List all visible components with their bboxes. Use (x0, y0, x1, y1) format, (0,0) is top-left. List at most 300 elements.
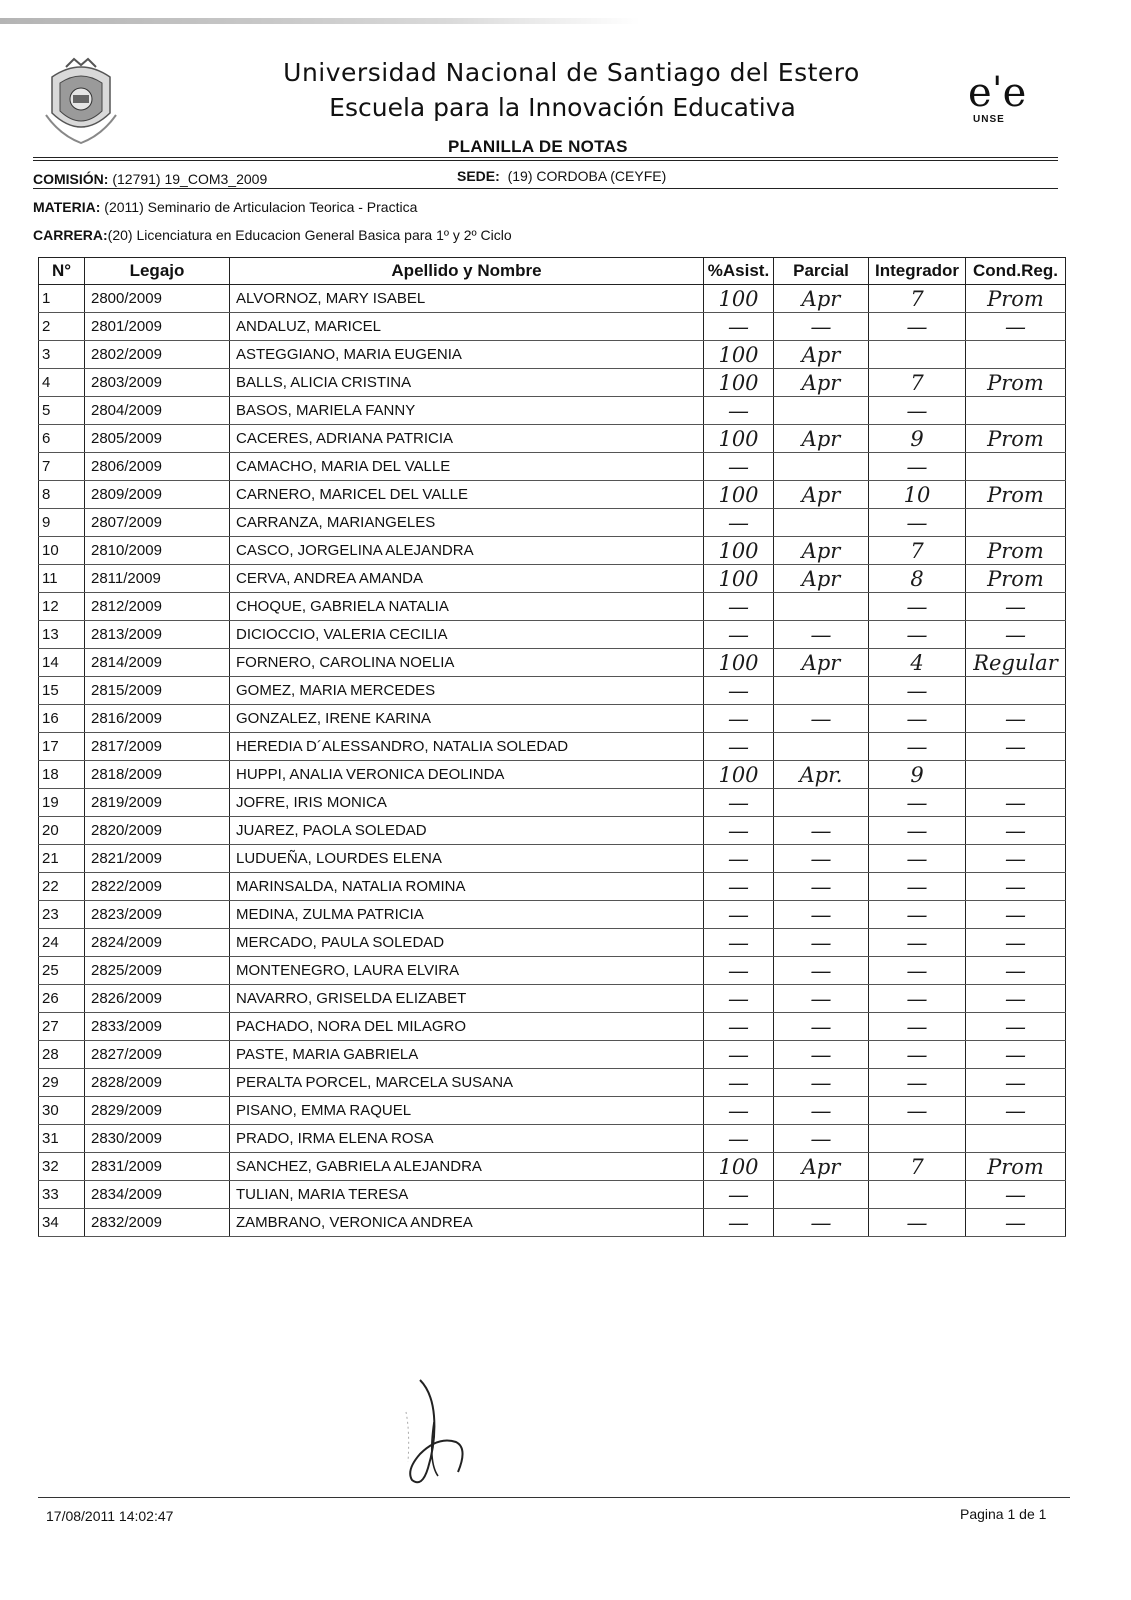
asistencia-cell: 100 (704, 649, 774, 677)
table-row (39, 789, 1066, 817)
row-number: 19 (39, 789, 85, 817)
parcial-cell (774, 397, 869, 425)
table-row (39, 1041, 1066, 1069)
parcial-cell: — (774, 1125, 869, 1153)
row-number: 5 (39, 397, 85, 425)
cond-reg-cell: — (966, 705, 1066, 733)
grades-table (38, 257, 1066, 1237)
legajo-cell: 2814/2009 (85, 649, 230, 677)
nombre-cell: PISANO, EMMA RAQUEL (230, 1097, 704, 1125)
materia-value: (2011) Seminario de Articulacion Teorica - Practica (104, 199, 418, 215)
table-header-row (39, 258, 1066, 285)
nombre-cell: PASTE, MARIA GABRIELA (230, 1041, 704, 1069)
row-number: 6 (39, 425, 85, 453)
asistencia-cell: 100 (704, 1153, 774, 1181)
table-row (39, 1181, 1066, 1209)
parcial-cell: — (774, 313, 869, 341)
asistencia-cell: — (704, 1069, 774, 1097)
carrera-value: (20) Licenciatura en Educacion General Basica para 1º y 2º Ciclo (107, 227, 512, 243)
row-number: 28 (39, 1041, 85, 1069)
cond-reg-cell: Prom (966, 537, 1066, 565)
asistencia-cell: — (704, 873, 774, 901)
parcial-cell: — (774, 901, 869, 929)
legajo-cell: 2817/2009 (85, 733, 230, 761)
integrador-cell: 8 (869, 565, 966, 593)
cond-reg-cell: Prom (966, 369, 1066, 397)
title-divider-2 (33, 160, 1058, 161)
integrador-cell: — (869, 1013, 966, 1041)
table-row (39, 677, 1066, 705)
row-number: 18 (39, 761, 85, 789)
parcial-cell: — (774, 1069, 869, 1097)
integrador-cell: — (869, 621, 966, 649)
asistencia-cell: — (704, 313, 774, 341)
row-number: 26 (39, 985, 85, 1013)
nombre-cell: GONZALEZ, IRENE KARINA (230, 705, 704, 733)
cond-reg-cell (966, 341, 1066, 369)
legajo-cell: 2805/2009 (85, 425, 230, 453)
integrador-cell: — (869, 985, 966, 1013)
nombre-cell: LUDUEÑA, LOURDES ELENA (230, 845, 704, 873)
integrador-cell: — (869, 593, 966, 621)
table-row (39, 817, 1066, 845)
table-row (39, 929, 1066, 957)
row-number: 32 (39, 1153, 85, 1181)
row-number: 25 (39, 957, 85, 985)
nombre-cell: CARNERO, MARICEL DEL VALLE (230, 481, 704, 509)
asistencia-cell: — (704, 509, 774, 537)
cond-reg-cell (966, 761, 1066, 789)
legajo-cell: 2831/2009 (85, 1153, 230, 1181)
col-header-parcial: Parcial (774, 258, 869, 285)
col-header-legajo: Legajo (85, 258, 230, 285)
table-row (39, 313, 1066, 341)
asistencia-cell: — (704, 1041, 774, 1069)
table-row (39, 761, 1066, 789)
materia-label: MATERIA: (33, 199, 101, 215)
integrador-cell: — (869, 509, 966, 537)
sede-label: SEDE: (457, 168, 500, 184)
legajo-cell: 2809/2009 (85, 481, 230, 509)
legajo-cell: 2806/2009 (85, 453, 230, 481)
integrador-cell: — (869, 313, 966, 341)
nombre-cell: MONTENEGRO, LAURA ELVIRA (230, 957, 704, 985)
cond-reg-cell (966, 397, 1066, 425)
meta-divider (33, 188, 1058, 189)
col-header-cond-reg: Cond.Reg. (966, 258, 1066, 285)
table-row (39, 397, 1066, 425)
nombre-cell: CAMACHO, MARIA DEL VALLE (230, 453, 704, 481)
table-row (39, 481, 1066, 509)
parcial-cell: Apr (774, 285, 869, 313)
nombre-cell: SANCHEZ, GABRIELA ALEJANDRA (230, 1153, 704, 1181)
integrador-cell: 7 (869, 369, 966, 397)
comision-label: COMISIÓN: (33, 171, 109, 187)
nombre-cell: GOMEZ, MARIA MERCEDES (230, 677, 704, 705)
cond-reg-cell: — (966, 313, 1066, 341)
col-header-nombre: Apellido y Nombre (230, 258, 704, 285)
cond-reg-cell: — (966, 845, 1066, 873)
asistencia-cell: — (704, 1125, 774, 1153)
table-row (39, 593, 1066, 621)
cond-reg-cell: — (966, 1181, 1066, 1209)
table-row (39, 901, 1066, 929)
carrera-label: CARRERA: (33, 227, 108, 243)
table-row (39, 341, 1066, 369)
nombre-cell: TULIAN, MARIA TERESA (230, 1181, 704, 1209)
cond-reg-cell: — (966, 1097, 1066, 1125)
sede-value: (19) CORDOBA (CEYFE) (507, 168, 667, 184)
cond-reg-cell (966, 677, 1066, 705)
cond-reg-cell: Prom (966, 285, 1066, 313)
nombre-cell: ANDALUZ, MARICEL (230, 313, 704, 341)
cond-reg-cell: Prom (966, 565, 1066, 593)
cond-reg-cell: Prom (966, 1153, 1066, 1181)
nombre-cell: ZAMBRANO, VERONICA ANDREA (230, 1209, 704, 1237)
integrador-cell: — (869, 1097, 966, 1125)
table-row (39, 733, 1066, 761)
parcial-cell: — (774, 1013, 869, 1041)
legajo-cell: 2813/2009 (85, 621, 230, 649)
table-row (39, 285, 1066, 313)
parcial-cell: Apr (774, 1153, 869, 1181)
asistencia-cell: 100 (704, 341, 774, 369)
nombre-cell: CASCO, JORGELINA ALEJANDRA (230, 537, 704, 565)
table-row (39, 369, 1066, 397)
row-number: 22 (39, 873, 85, 901)
legajo-cell: 2834/2009 (85, 1181, 230, 1209)
row-number: 14 (39, 649, 85, 677)
asistencia-cell: — (704, 845, 774, 873)
legajo-cell: 2807/2009 (85, 509, 230, 537)
asistencia-cell: — (704, 453, 774, 481)
integrador-cell: 7 (869, 1153, 966, 1181)
nombre-cell: PACHADO, NORA DEL MILAGRO (230, 1013, 704, 1041)
asistencia-cell: 100 (704, 285, 774, 313)
integrador-cell: — (869, 817, 966, 845)
parcial-cell: — (774, 845, 869, 873)
row-number: 29 (39, 1069, 85, 1097)
table-row (39, 453, 1066, 481)
table-row (39, 873, 1066, 901)
integrador-cell: 9 (869, 425, 966, 453)
integrador-cell: 4 (869, 649, 966, 677)
table-row (39, 1153, 1066, 1181)
parcial-cell: Apr (774, 369, 869, 397)
table-row (39, 1069, 1066, 1097)
row-number: 30 (39, 1097, 85, 1125)
cond-reg-cell: — (966, 1209, 1066, 1237)
nombre-cell: CHOQUE, GABRIELA NATALIA (230, 593, 704, 621)
parcial-cell: — (774, 1041, 869, 1069)
parcial-cell: — (774, 873, 869, 901)
nombre-cell: MARINSALDA, NATALIA ROMINA (230, 873, 704, 901)
integrador-cell (869, 341, 966, 369)
integrador-cell (869, 1125, 966, 1153)
row-number: 9 (39, 509, 85, 537)
parcial-cell: — (774, 985, 869, 1013)
row-number: 2 (39, 313, 85, 341)
parcial-cell (774, 509, 869, 537)
unse-logo (960, 70, 1030, 140)
asistencia-cell: 100 (704, 369, 774, 397)
school-name: Escuela para la Innovación Educativa (329, 93, 796, 122)
university-name: Universidad Nacional de Santiago del Estero (283, 58, 860, 87)
asistencia-cell: 100 (704, 565, 774, 593)
nombre-cell: JUAREZ, PAOLA SOLEDAD (230, 817, 704, 845)
parcial-cell: Apr (774, 341, 869, 369)
legajo-cell: 2824/2009 (85, 929, 230, 957)
cond-reg-cell: — (966, 985, 1066, 1013)
asistencia-cell: — (704, 985, 774, 1013)
parcial-cell: Apr (774, 565, 869, 593)
table-row (39, 1097, 1066, 1125)
comision-field (33, 171, 267, 187)
grades-table-body (39, 285, 1066, 1237)
title-divider (33, 157, 1058, 158)
cond-reg-cell: Prom (966, 425, 1066, 453)
row-number: 24 (39, 929, 85, 957)
integrador-cell (869, 1181, 966, 1209)
table-row (39, 565, 1066, 593)
cond-reg-cell: — (966, 1041, 1066, 1069)
row-number: 31 (39, 1125, 85, 1153)
table-row (39, 1125, 1066, 1153)
legajo-cell: 2833/2009 (85, 1013, 230, 1041)
nombre-cell: FORNERO, CAROLINA NOELIA (230, 649, 704, 677)
integrador-cell: — (869, 957, 966, 985)
legajo-cell: 2800/2009 (85, 285, 230, 313)
parcial-cell: — (774, 621, 869, 649)
logo-label: UNSE (973, 114, 1005, 125)
integrador-cell: — (869, 929, 966, 957)
nombre-cell: MERCADO, PAULA SOLEDAD (230, 929, 704, 957)
asistencia-cell: — (704, 397, 774, 425)
asistencia-cell: — (704, 957, 774, 985)
row-number: 7 (39, 453, 85, 481)
handwritten-signature (398, 1372, 488, 1502)
nombre-cell: ALVORNOZ, MARY ISABEL (230, 285, 704, 313)
row-number: 21 (39, 845, 85, 873)
cond-reg-cell (966, 509, 1066, 537)
nombre-cell: PERALTA PORCEL, MARCELA SUSANA (230, 1069, 704, 1097)
parcial-cell: Apr (774, 649, 869, 677)
row-number: 13 (39, 621, 85, 649)
cond-reg-cell: — (966, 1069, 1066, 1097)
legajo-cell: 2803/2009 (85, 369, 230, 397)
table-row (39, 985, 1066, 1013)
cond-reg-cell (966, 453, 1066, 481)
parcial-cell: — (774, 705, 869, 733)
asistencia-cell: 100 (704, 425, 774, 453)
asistencia-cell: — (704, 593, 774, 621)
table-row (39, 705, 1066, 733)
ee-logo-icon: eˈe (968, 70, 1027, 116)
legajo-cell: 2802/2009 (85, 341, 230, 369)
nombre-cell: NAVARRO, GRISELDA ELIZABET (230, 985, 704, 1013)
nombre-cell: JOFRE, IRIS MONICA (230, 789, 704, 817)
cond-reg-cell (966, 1125, 1066, 1153)
row-number: 12 (39, 593, 85, 621)
asistencia-cell: — (704, 677, 774, 705)
nombre-cell: PRADO, IRMA ELENA ROSA (230, 1125, 704, 1153)
legajo-cell: 2823/2009 (85, 901, 230, 929)
cond-reg-cell: — (966, 901, 1066, 929)
parcial-cell (774, 733, 869, 761)
document-title: PLANILLA DE NOTAS (448, 137, 628, 156)
legajo-cell: 2821/2009 (85, 845, 230, 873)
footer-datetime: 17/08/2011 14:02:47 (46, 1508, 174, 1524)
nombre-cell: HEREDIA D´ALESSANDRO, NATALIA SOLEDAD (230, 733, 704, 761)
legajo-cell: 2830/2009 (85, 1125, 230, 1153)
table-row (39, 845, 1066, 873)
table-row (39, 1209, 1066, 1237)
parcial-cell (774, 593, 869, 621)
asistencia-cell: — (704, 789, 774, 817)
row-number: 11 (39, 565, 85, 593)
col-header-integrador: Integrador (869, 258, 966, 285)
asistencia-cell: — (704, 1013, 774, 1041)
footer-page-number: Pagina 1 de 1 (960, 1506, 1047, 1522)
row-number: 33 (39, 1181, 85, 1209)
legajo-cell: 2816/2009 (85, 705, 230, 733)
cond-reg-cell: — (966, 957, 1066, 985)
col-header-asist: %Asist. (704, 258, 774, 285)
parcial-cell (774, 453, 869, 481)
parcial-cell: — (774, 1097, 869, 1125)
legajo-cell: 2826/2009 (85, 985, 230, 1013)
table-row (39, 509, 1066, 537)
legajo-cell: 2829/2009 (85, 1097, 230, 1125)
row-number: 27 (39, 1013, 85, 1041)
parcial-cell: Apr (774, 425, 869, 453)
parcial-cell: — (774, 1209, 869, 1237)
parcial-cell: Apr (774, 537, 869, 565)
asistencia-cell: 100 (704, 761, 774, 789)
row-number: 20 (39, 817, 85, 845)
table-row (39, 425, 1066, 453)
row-number: 4 (39, 369, 85, 397)
nombre-cell: ASTEGGIANO, MARIA EUGENIA (230, 341, 704, 369)
legajo-cell: 2815/2009 (85, 677, 230, 705)
footer-divider (38, 1497, 1070, 1498)
cond-reg-cell: — (966, 929, 1066, 957)
legajo-cell: 2818/2009 (85, 761, 230, 789)
nombre-cell: BASOS, MARIELA FANNY (230, 397, 704, 425)
cond-reg-cell: — (966, 817, 1066, 845)
legajo-cell: 2828/2009 (85, 1069, 230, 1097)
parcial-cell: — (774, 957, 869, 985)
nombre-cell: HUPPI, ANALIA VERONICA DEOLINDA (230, 761, 704, 789)
integrador-cell: — (869, 733, 966, 761)
row-number: 15 (39, 677, 85, 705)
cond-reg-cell: — (966, 593, 1066, 621)
nombre-cell: CARRANZA, MARIANGELES (230, 509, 704, 537)
parcial-cell: Apr (774, 481, 869, 509)
parcial-cell (774, 1181, 869, 1209)
legajo-cell: 2825/2009 (85, 957, 230, 985)
row-number: 1 (39, 285, 85, 313)
asistencia-cell: — (704, 1097, 774, 1125)
legajo-cell: 2820/2009 (85, 817, 230, 845)
row-number: 16 (39, 705, 85, 733)
integrador-cell: — (869, 873, 966, 901)
asistencia-cell: — (704, 929, 774, 957)
table-row (39, 649, 1066, 677)
cond-reg-cell: — (966, 789, 1066, 817)
integrador-cell: 10 (869, 481, 966, 509)
row-number: 17 (39, 733, 85, 761)
nombre-cell: BALLS, ALICIA CRISTINA (230, 369, 704, 397)
nombre-cell: DICIOCCIO, VALERIA CECILIA (230, 621, 704, 649)
carrera-field (33, 227, 512, 243)
integrador-cell: 9 (869, 761, 966, 789)
parcial-cell: — (774, 929, 869, 957)
row-number: 8 (39, 481, 85, 509)
legajo-cell: 2810/2009 (85, 537, 230, 565)
parcial-cell: — (774, 817, 869, 845)
integrador-cell: — (869, 1041, 966, 1069)
asistencia-cell: — (704, 1181, 774, 1209)
asistencia-cell: — (704, 621, 774, 649)
cond-reg-cell: — (966, 733, 1066, 761)
table-row (39, 537, 1066, 565)
integrador-cell: 7 (869, 537, 966, 565)
legajo-cell: 2819/2009 (85, 789, 230, 817)
integrador-cell: — (869, 677, 966, 705)
integrador-cell: — (869, 1069, 966, 1097)
row-number: 23 (39, 901, 85, 929)
integrador-cell: — (869, 453, 966, 481)
cond-reg-cell: — (966, 1013, 1066, 1041)
cond-reg-cell: — (966, 873, 1066, 901)
nombre-cell: CACERES, ADRIANA PATRICIA (230, 425, 704, 453)
row-number: 10 (39, 537, 85, 565)
materia-field (33, 199, 417, 215)
row-number: 3 (39, 341, 85, 369)
asistencia-cell: 100 (704, 481, 774, 509)
parcial-cell: Apr. (774, 761, 869, 789)
table-row (39, 957, 1066, 985)
cond-reg-cell: Prom (966, 481, 1066, 509)
asistencia-cell: — (704, 705, 774, 733)
legajo-cell: 2827/2009 (85, 1041, 230, 1069)
nombre-cell: MEDINA, ZULMA PATRICIA (230, 901, 704, 929)
legajo-cell: 2822/2009 (85, 873, 230, 901)
parcial-cell (774, 789, 869, 817)
integrador-cell: — (869, 1209, 966, 1237)
legajo-cell: 2832/2009 (85, 1209, 230, 1237)
legajo-cell: 2812/2009 (85, 593, 230, 621)
asistencia-cell: — (704, 733, 774, 761)
legajo-cell: 2801/2009 (85, 313, 230, 341)
integrador-cell: 7 (869, 285, 966, 313)
integrador-cell: — (869, 397, 966, 425)
integrador-cell: — (869, 789, 966, 817)
cond-reg-cell: Regular (966, 649, 1066, 677)
legajo-cell: 2804/2009 (85, 397, 230, 425)
asistencia-cell: — (704, 1209, 774, 1237)
table-row (39, 1013, 1066, 1041)
table-row (39, 621, 1066, 649)
integrador-cell: — (869, 705, 966, 733)
integrador-cell: — (869, 901, 966, 929)
nombre-cell: CERVA, ANDREA AMANDA (230, 565, 704, 593)
col-header-n: N° (39, 258, 85, 285)
asistencia-cell: 100 (704, 537, 774, 565)
sede-field (457, 168, 666, 184)
comision-value: (12791) 19_COM3_2009 (112, 171, 268, 187)
